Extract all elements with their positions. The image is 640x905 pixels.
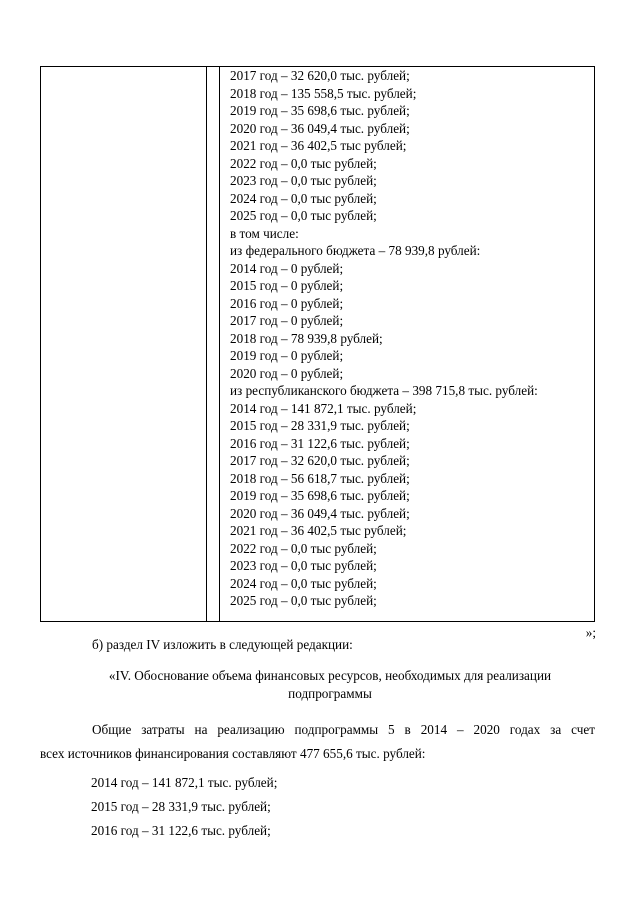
table-line: 2020 год – 36 049,4 тыс. рублей; [230,120,410,136]
table-line: 2014 год – 141 872,1 тыс. рублей; [230,400,417,416]
table-line: 2021 год – 36 402,5 тыс рублей; [230,138,407,153]
table-line: 2016 год – 0 рублей; [230,295,344,311]
body-paragraph [40,718,595,766]
closing-quote: »; [585,625,596,640]
table-line: 2020 год – 0 рублей; [230,365,344,381]
funding-cell [230,67,538,610]
table-line: 2018 год – 135 558,5 тыс. рублей; [230,85,417,101]
table-line: 2022 год – 0,0 тыс рублей; [230,155,377,171]
table-line: 2023 год – 0,0 тыс рублей; [230,173,377,188]
funding-list [91,771,277,843]
table-line: 2020 год – 36 049,4 тыс. рублей; [230,505,410,521]
table-line: 2018 год – 78 939,8 рублей; [230,330,383,346]
funding-table [40,66,595,622]
table-line: 2015 год – 28 331,9 тыс. рублей; [230,418,410,433]
table-column-divider [206,67,207,621]
table-line: 2021 год – 36 402,5 тыс рублей; [230,523,407,538]
table-line: 2022 год – 0,0 тыс рублей; [230,540,377,556]
table-line: 2025 год – 0,0 тыс рублей; [230,208,377,223]
body-line: всех источников финансирования составляют 477 655,6 тыс. рублей: [40,746,426,761]
table-column-divider [219,67,220,621]
table-line: 2024 год – 0,0 тыс рублей; [230,575,377,591]
list-item: 2016 год – 31 122,6 тыс. рублей; [91,823,271,838]
section-heading [60,667,600,703]
heading-line: подпрограммы [288,686,372,701]
table-line: 2019 год – 0 рублей; [230,348,344,363]
table-line: 2023 год – 0,0 тыс рублей; [230,558,377,573]
table-line: 2015 год – 0 рублей; [230,278,344,293]
table-line: 2025 год – 0,0 тыс рублей; [230,593,377,608]
section-b-instruction: б) раздел IV изложить в следующей редакции: [92,637,353,652]
table-line: 2017 год – 0 рублей; [230,313,344,328]
table-line: 2016 год – 31 122,6 тыс. рублей; [230,435,410,451]
heading-line: «IV. Обоснование объема финансовых ресурсов, необходимых для реализации [108,668,552,683]
table-line: 2018 год – 56 618,7 тыс. рублей; [230,470,410,486]
table-line: 2024 год – 0,0 тыс рублей; [230,190,377,206]
table-line: 2014 год – 0 рублей; [230,260,344,276]
table-line: из республиканского бюджета – 398 715,8 тыс. рублей: [230,383,538,398]
table-line: в том числе: [230,225,299,241]
table-line: 2017 год – 32 620,0 тыс. рублей; [230,453,410,468]
table-line: 2017 год – 32 620,0 тыс. рублей; [230,68,410,83]
list-item: 2014 год – 141 872,1 тыс. рублей; [91,775,278,790]
list-item: 2015 год – 28 331,9 тыс. рублей; [91,799,271,814]
body-line: Общие затраты на реализацию подпрограммы 5 в 2014 – 2020 годах за счет [92,722,595,737]
table-line: из федерального бюджета – 78 939,8 рублей: [230,243,481,258]
table-line: 2019 год – 35 698,6 тыс. рублей; [230,488,410,503]
table-line: 2019 год – 35 698,6 тыс. рублей; [230,103,410,118]
